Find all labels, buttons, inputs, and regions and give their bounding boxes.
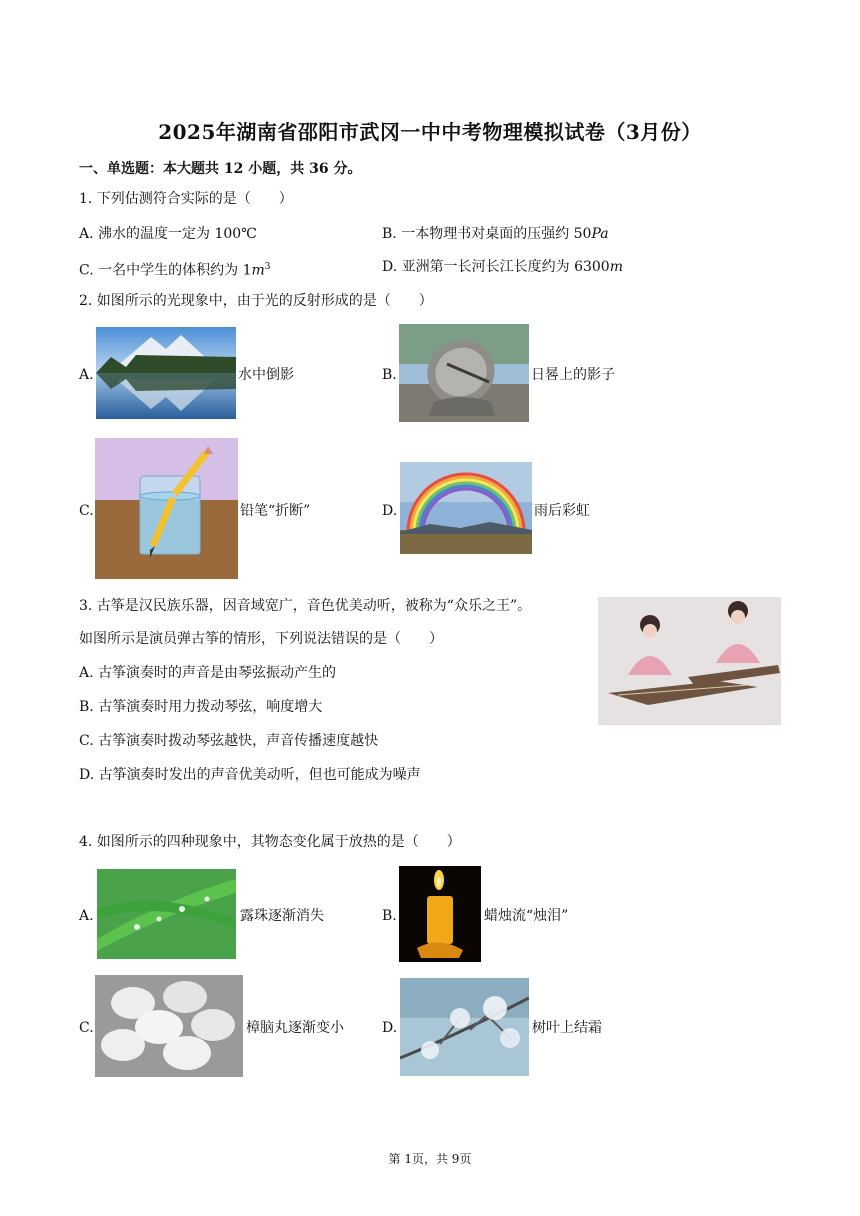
q4-option-b-text: 蜡烛流“烛泪” bbox=[484, 908, 569, 924]
q2-option-d-text: 雨后彩虹 bbox=[534, 503, 590, 519]
frost-on-leaves-image bbox=[400, 978, 529, 1076]
lake-reflection-image bbox=[96, 327, 236, 419]
q3-option-d: D. 古筝演奏时发出的声音优美动听，但也可能成为噪声 bbox=[79, 767, 421, 783]
page-footer: 第 1页，共 9页 bbox=[388, 1152, 472, 1166]
q4-stem: 4. 如图所示的四种现象中，其物态变化属于放热的是（ ） bbox=[79, 834, 461, 850]
q4-option-d-text: 树叶上结霜 bbox=[532, 1020, 602, 1036]
q1-option-d: D. 亚洲第一长河长江长度约为 6300m bbox=[382, 259, 623, 275]
q3-stem-line1: 3. 古筝是汉民族乐器，因音域宽广，音色优美动听，被称为“众乐之王”。 bbox=[79, 598, 532, 614]
q2-option-a-letter: A. bbox=[79, 367, 94, 383]
mothballs-image bbox=[95, 975, 243, 1077]
q2-stem: 2. 如图所示的光现象中，由于光的反射形成的是（ ） bbox=[79, 293, 433, 309]
q4-option-a-letter: A. bbox=[79, 908, 94, 924]
q1-option-b: B. 一本物理书对桌面的压强约 50Pa bbox=[382, 226, 609, 242]
dew-on-grass-image bbox=[97, 869, 236, 959]
q4-option-d-letter: D. bbox=[382, 1020, 398, 1036]
q3-option-a: A. 古筝演奏时的声音是由琴弦振动产生的 bbox=[79, 665, 337, 681]
q3-option-c: C. 古筝演奏时拨动琴弦越快，声音传播速度越快 bbox=[79, 733, 379, 749]
q1-option-c: C. 一名中学生的体积约为 $1m^3$ bbox=[79, 262, 271, 279]
q4-option-c-letter: C. bbox=[79, 1020, 94, 1036]
q2-option-c-letter: C. bbox=[79, 503, 94, 519]
q1-option-a: A. 沸水的温度一定为 100℃ bbox=[79, 226, 257, 242]
q3-stem-line2: 如图所示是演员弹古筝的情形，下列说法错误的是（ ） bbox=[79, 631, 443, 647]
page-title: 2025年湖南省邵阳市武冈一中中考物理模拟试卷（3月份） bbox=[158, 120, 702, 144]
pencil-in-water-image bbox=[95, 438, 238, 579]
q4-option-b-letter: B. bbox=[382, 908, 397, 924]
sundial-image bbox=[399, 324, 529, 422]
q2-option-b-text: 日晷上的影子 bbox=[531, 367, 615, 383]
q2-option-b-letter: B. bbox=[382, 367, 397, 383]
section-heading: 一、单选题：本大题共 12 小题，共 36 分。 bbox=[79, 161, 362, 177]
q4-option-a-text: 露珠逐渐消失 bbox=[240, 908, 324, 924]
q4-option-c-text: 樟脑丸逐渐变小 bbox=[246, 1020, 344, 1036]
q2-option-c-text: 铅笔“折断” bbox=[240, 503, 311, 519]
rainbow-image bbox=[400, 462, 532, 554]
q3-option-b: B. 古筝演奏时用力拨动琴弦，响度增大 bbox=[79, 699, 323, 715]
q2-option-a-text: 水中倒影 bbox=[238, 367, 294, 383]
candle-image bbox=[399, 866, 481, 962]
guzheng-players-image bbox=[598, 597, 781, 725]
q2-option-d-letter: D. bbox=[382, 503, 398, 519]
q1-stem: 1. 下列估测符合实际的是（ ） bbox=[79, 191, 293, 207]
